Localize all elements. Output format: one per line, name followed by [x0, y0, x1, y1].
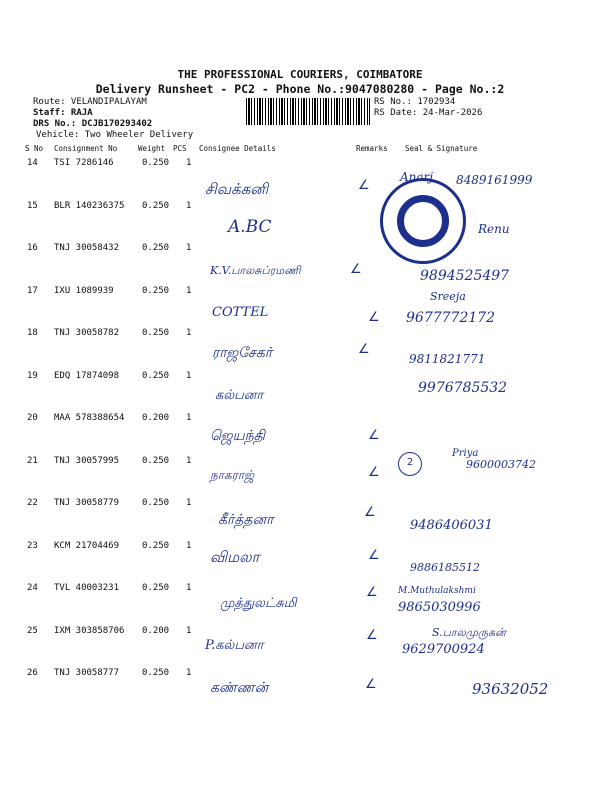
row-consignment-no: KCM 21704469 — [54, 540, 120, 551]
handwritten-consignee: சிவக்கனி — [205, 180, 269, 198]
col-consignment-header: Consignment No — [54, 144, 118, 153]
col-sno-header: S No — [25, 144, 44, 153]
staff-label: Staff: RAJA — [33, 108, 93, 118]
drs-number: DRS No.: DCJB170293402 — [33, 119, 153, 129]
row-pcs: 1 — [186, 668, 192, 678]
row-sno: 20 — [27, 413, 38, 423]
col-weight-header: Weight — [138, 144, 166, 153]
row-consignment-no: EDQ 17874098 — [54, 370, 120, 381]
row-pcs: 1 — [186, 285, 192, 296]
row-sno: 19 — [27, 370, 38, 381]
barcode — [246, 98, 370, 125]
remark-mark: ∠ — [366, 628, 378, 643]
remark-mark: ∠ — [368, 548, 380, 563]
remark-mark: ∠ — [350, 262, 362, 277]
row-weight: 0.200 — [142, 413, 170, 423]
col-consignee-header: Consignee Details — [199, 144, 276, 153]
courier-seal-stamp — [380, 178, 466, 264]
row-consignment-no: TVL 40003231 — [54, 583, 120, 593]
rs-number: RS No.: 1702934 — [374, 97, 456, 107]
company-title: THE PROFESSIONAL COURIERS, COIMBATORE — [177, 68, 423, 81]
row-pcs: 1 — [186, 498, 192, 508]
col-pcs-header: PCS — [173, 144, 187, 153]
handwritten-signature: S.பாலமுருகன் — [432, 626, 506, 639]
row-sno: 18 — [27, 328, 38, 338]
remark-mark: ∠ — [368, 428, 380, 443]
remark-mark: ∠ — [365, 677, 377, 692]
row-pcs: 1 — [186, 455, 192, 466]
handwritten-phone: 93632052 — [472, 680, 549, 698]
row-pcs: 1 — [186, 540, 192, 551]
row-weight: 0.250 — [142, 158, 170, 168]
rs-date: RS Date: 24-Mar-2026 — [374, 108, 483, 118]
row-pcs: 1 — [186, 328, 192, 338]
row-weight: 0.200 — [142, 625, 170, 636]
handwritten-phone: 9677772172 — [406, 310, 496, 326]
handwritten-consignee: ஜெயந்தி — [210, 428, 266, 444]
handwritten-phone: 9811821771 — [409, 352, 486, 366]
handwritten-consignee: கீர்த்தனா — [218, 512, 274, 528]
circled-mark: 2 — [398, 452, 422, 476]
row-consignment-no: TNJ 30058432 — [54, 243, 120, 253]
handwritten-phone: 9976785532 — [418, 380, 508, 396]
row-pcs: 1 — [186, 200, 192, 211]
row-weight: 0.250 — [142, 498, 170, 508]
row-consignment-no: IXM 303858706 — [54, 625, 125, 636]
handwritten-consignee: K.V.பாலசுப்ரமணி — [210, 264, 301, 277]
handwritten-signature: Renu — [478, 222, 510, 236]
handwritten-phone: 9865030996 — [398, 600, 481, 615]
row-consignment-no: TNJ 30058777 — [54, 668, 120, 678]
row-sno: 14 — [27, 158, 38, 168]
handwritten-signature: M.Muthulakshmi — [398, 586, 476, 596]
row-consignment-no: TNJ 30058779 — [54, 498, 120, 508]
row-weight: 0.250 — [142, 540, 170, 551]
handwritten-phone: 9486406031 — [410, 518, 493, 533]
remark-mark: ∠ — [368, 310, 380, 325]
handwritten-consignee: A.BC — [228, 217, 272, 237]
handwritten-consignee: விமலா — [210, 548, 260, 566]
row-sno: 21 — [27, 455, 38, 466]
route-label: Route: VELANDIPALAYAM — [33, 97, 147, 107]
row-sno: 23 — [27, 540, 38, 551]
row-sno: 25 — [27, 625, 38, 636]
runsheet-subtitle: Delivery Runsheet - PC2 - Phone No.:9047080280 - Page No.:2 — [95, 82, 505, 96]
handwritten-phone: 9629700924 — [402, 642, 485, 657]
row-sno: 26 — [27, 668, 38, 678]
handwritten-signature: Sreeja — [430, 290, 466, 303]
row-pcs: 1 — [186, 370, 192, 381]
row-weight: 0.250 — [142, 328, 170, 338]
row-consignment-no: MAA 578388654 — [54, 413, 125, 423]
row-consignment-no: TNJ 30057995 — [54, 455, 120, 466]
row-pcs: 1 — [186, 243, 192, 253]
handwritten-phone: 9894525497 — [420, 268, 510, 284]
vehicle-label: Vehicle: Two Wheeler Delivery — [36, 130, 194, 140]
row-weight: 0.250 — [142, 370, 170, 381]
row-consignment-no: IXU 1089939 — [54, 285, 114, 296]
row-weight: 0.250 — [142, 455, 170, 466]
handwritten-consignee: கல்பனா — [215, 388, 264, 403]
handwritten-consignee: முத்துலட்சுமி — [220, 596, 297, 611]
row-sno: 15 — [27, 200, 38, 211]
row-weight: 0.250 — [142, 243, 170, 253]
col-remarks-header: Remarks — [356, 144, 388, 153]
row-pcs: 1 — [186, 413, 192, 423]
row-sno: 17 — [27, 285, 38, 296]
row-weight: 0.250 — [142, 285, 170, 296]
row-pcs: 1 — [186, 625, 192, 636]
row-consignment-no: BLR 140236375 — [54, 200, 125, 211]
handwritten-phone: 9600003742 — [466, 458, 536, 471]
remark-mark: ∠ — [358, 342, 370, 357]
row-sno: 22 — [27, 498, 38, 508]
row-sno: 16 — [27, 243, 38, 253]
handwritten-signature: Priya — [452, 448, 479, 459]
handwritten-consignee: கண்ணன் — [210, 680, 269, 696]
handwritten-phone: 8489161999 — [456, 173, 533, 187]
row-weight: 0.250 — [142, 668, 170, 678]
handwritten-consignee: ராஜசேகர் — [212, 345, 273, 361]
remark-mark: ∠ — [366, 585, 378, 600]
remark-mark: ∠ — [368, 465, 380, 480]
remark-mark: ∠ — [358, 178, 370, 193]
row-weight: 0.250 — [142, 200, 170, 211]
row-consignment-no: TSI 7286146 — [54, 158, 114, 168]
handwritten-phone: 9886185512 — [410, 561, 480, 574]
row-pcs: 1 — [186, 158, 192, 168]
row-sno: 24 — [27, 583, 38, 593]
row-weight: 0.250 — [142, 583, 170, 593]
col-seal-header: Seal & Signature — [405, 144, 478, 153]
handwritten-consignee: நாகராஜ் — [210, 468, 255, 482]
handwritten-consignee: COTTEL — [212, 305, 269, 320]
row-pcs: 1 — [186, 583, 192, 593]
handwritten-signature: Anarj — [400, 170, 434, 184]
row-consignment-no: TNJ 30058782 — [54, 328, 120, 338]
handwritten-consignee: P.கல்பனா — [205, 638, 264, 653]
remark-mark: ∠ — [364, 505, 376, 520]
